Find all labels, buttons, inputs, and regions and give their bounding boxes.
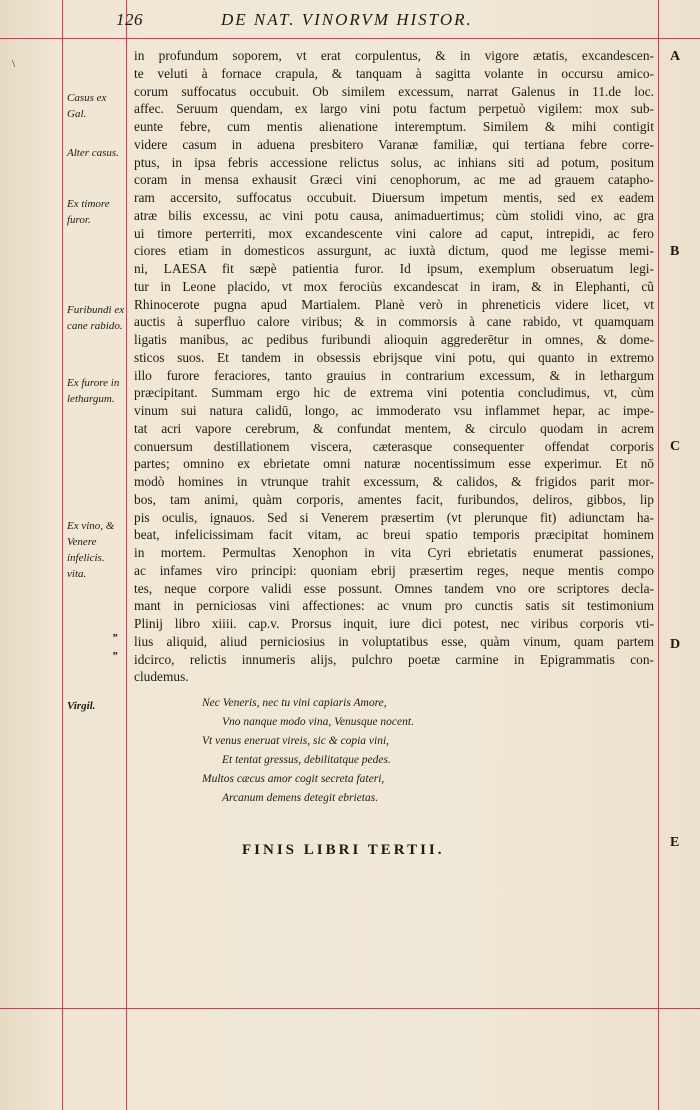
body-line: ni, LAESA fit sæpè patientia furor. Id ipsum, exemplum obseruatum legi- <box>134 261 654 276</box>
body-line: atræ bilis excessu, ac vini potu causa, animaduertimus; cùm stolidi vino, ac gra <box>134 207 654 223</box>
left-edge-mark: \ <box>12 58 16 70</box>
verse-line: Multos cæcus amor cogit secreta fateri, <box>202 773 385 785</box>
rule-right <box>658 0 659 1110</box>
body-line: in mortem. Permultas Xenophon in vita Cyri ebrietatis enumerat passiones, <box>134 545 654 560</box>
margin-note: Ex vino, & Venere infelicis. vita. <box>67 520 115 580</box>
running-head: DE NAT. VINORVM HISTOR. <box>221 10 473 29</box>
body-line: sticos suos. Et tandem in obsessis ebrijsque vini potu, qui quanto in extremo <box>134 349 654 365</box>
body-text <box>134 47 654 686</box>
body-line: præcipitant. Summam ergo hic de extrema vini potentia concludimus, vt, cùm <box>134 385 654 401</box>
margin-note: Furibundi ex cane rabido. <box>67 304 125 332</box>
folio-number: 126 <box>116 10 143 29</box>
rule-bottom <box>0 1008 700 1009</box>
body-line: tur in Leone placido, vt mox ferociùs excandescat in iram, & in Elephanti, cũ <box>134 278 654 294</box>
section-letter: B <box>670 244 680 259</box>
body-line: ligatis manibus, ac pedibus furibundi alioquin aggrederētur in omnes, & dome- <box>134 332 654 347</box>
body-line: pis oculis, ignauos. Sed si Venerem præsertim (vt plerunque fit) adiunctam ha- <box>134 509 654 525</box>
body-line: auctis à superfluo calore viribus; & in commorsis à cane rabido, vt quamquam <box>134 314 654 330</box>
body-line: mant in perniciosas vini affectiones: ac vnum pro cunctis satis sit testimonium <box>134 598 654 614</box>
page-header <box>116 10 616 34</box>
rule-left-inner <box>126 0 127 1110</box>
margin-note: Alter casus. <box>67 147 119 159</box>
body-line: bos, tam animi, quàm corporis, amentes facit, furibundos, deliros, gibbos, lip <box>134 491 654 507</box>
body-line: lius aliquid, aliud perniciosius in voluptatibus esse, quàm vinum, quam partem <box>134 633 654 649</box>
finis-heading: FINIS LIBRI TERTII. <box>242 842 445 858</box>
body-line: idcirco, relictis innumeris alijs, pulchro poetæ carmine in Epigrammatis con- <box>134 651 654 667</box>
body-line: te veluti à fornace crapula, & tanquam à sagitta volante in occursu amico- <box>134 65 654 81</box>
body-line: ptus, in ipsa febris accessione relictus solus, ac inhians siti ad potum, positum <box>134 154 654 170</box>
verse-line: Vt venus eneruat vireis, sic & copia vini, <box>202 735 390 747</box>
body-line: ui timore perterriti, mox excandescente vini calore ad caput, intrepidi, ac fero <box>134 225 654 241</box>
body-line: tat acri vapore cerebrum, & confundat mentem, & circulo quodam in acrem <box>134 420 654 436</box>
body-line: ram accersito, suffocatus occubuit. Diuersum impetum mentis, sed ex eadem <box>134 190 654 205</box>
verse-line: Vno nanque modo vina, Venusque nocent. <box>222 716 414 728</box>
section-letter: C <box>670 439 681 454</box>
body-line: partes; omnino ex ebrietate omni naturæ nocentissimum esse experimur. Et nō <box>134 456 654 472</box>
body-line: cludemus. <box>134 669 189 685</box>
section-letter: D <box>670 637 681 652</box>
body-line: eunte febre, cum mentis alienatione interemptum. Similem & mihi contigit <box>134 119 654 134</box>
body-line: in profundum soporem, vt erat corpulentus, & in vigore ætatis, excandescen- <box>134 48 654 63</box>
margin-note: Casus ex Gal. <box>67 92 107 120</box>
margin-note: Ex timore furor. <box>67 198 110 226</box>
rule-left-outer <box>62 0 63 1110</box>
quote-mark: ” <box>112 650 118 662</box>
body-line: modò homines in vtrunque trahit excessum, & calidos, & frigidos parit mor- <box>134 474 654 489</box>
body-line: ciores etiam in domesticos assurgunt, ac iuxtà dictum, quod me legisse memi- <box>134 243 654 259</box>
quote-mark: ” <box>112 632 118 644</box>
margin-note: Ex furore in lethargum. <box>67 377 120 405</box>
section-letter: A <box>670 49 681 64</box>
body-line: beat, infelicissimam facit vitam, ac breui spatio temporis præcipitat hominem <box>134 527 654 543</box>
body-line: videre casum in aduena presbitero Varanæ familiæ, qui tertiana febre corre- <box>134 136 654 152</box>
body-line: illo furore feraciores, tanto grauius in contrarium excessum, & in lethargum <box>134 367 654 383</box>
body-line: tes, neque corpore validi esse possunt. Omnes tandem vno ore scriptores decla- <box>134 580 654 596</box>
body-line: coram in mensa exhausit Græci vini cenophorum, ac me ad grauem catapho- <box>134 172 654 188</box>
verse-line: Arcanum demens detegit ebrietas. <box>222 792 379 804</box>
rule-top <box>0 38 700 39</box>
body-line: conuersum destillationem viscera, cæterasque consequenter offendat corporis <box>134 438 654 454</box>
body-line: Rhinocerote pugna apud Martialem. Planè verò in phreneticis videre licet, vt <box>134 296 654 312</box>
body-line: ac infames viro principi: quoniam ebrij præsertim reges, neque mentis compo <box>134 562 654 578</box>
verse-line: Nec Veneris, nec tu vini capiaris Amore, <box>202 697 387 709</box>
body-line: vinum sui natura calidū, longo, ac immoderato vsu inflammet hepar, ac impe- <box>134 403 654 418</box>
section-letter: E <box>670 835 680 850</box>
verse-block <box>202 694 502 808</box>
body-line: affec. Seruum quendam, ex largo vini potu factum perpetuò vigilem: mox sub- <box>134 101 654 117</box>
verse-line: Et tentat gressus, debilitatque pedes. <box>222 754 391 766</box>
body-line: Plinij libro xiiii. cap.v. Prorsus inquit, iure dici potest, nec viribus corporis vti- <box>134 616 654 631</box>
margin-verse-label: Virgil. <box>67 700 96 712</box>
body-line: corum suffocatus occubuit. Ob similem excessum, narrat Galenus in 11.de loc. <box>134 83 654 99</box>
